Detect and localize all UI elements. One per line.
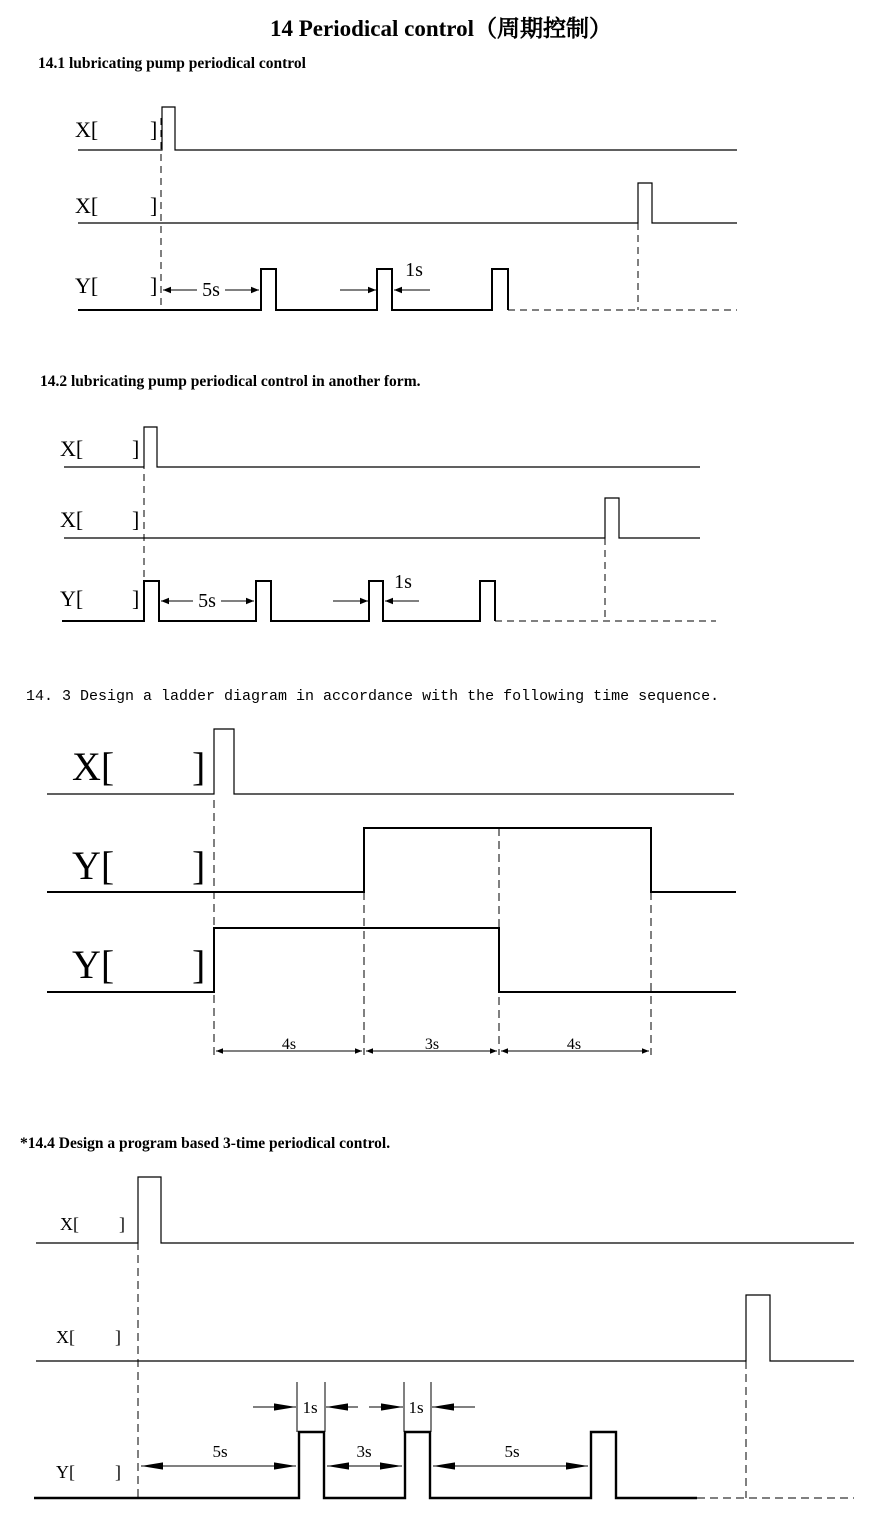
y-label: Y[ (75, 273, 99, 298)
x1-label: X[ (60, 436, 84, 461)
x2-label-close: ] (150, 193, 158, 218)
pulse2-label: 1s (408, 1398, 424, 1417)
x2-signal (36, 1295, 854, 1361)
x2-label: X[ (60, 507, 84, 532)
x-label-close: ] (192, 744, 206, 789)
period1-label: 5s (212, 1442, 228, 1461)
dim-label-2: 3s (424, 1036, 440, 1053)
pulse-label: 1s (405, 259, 423, 281)
x1-label-close: ] (150, 117, 158, 142)
y-label-close: ] (150, 273, 158, 298)
y1-label-close: ] (192, 843, 206, 888)
dim-label-1: 4s (281, 1036, 297, 1053)
page-title: 14 Periodical control（周期控制） (270, 16, 612, 41)
x-label: X[ (72, 744, 115, 789)
dim-label-3: 4s (566, 1036, 582, 1053)
x2-label: X[ (75, 193, 99, 218)
x1-label-close: ] (119, 1214, 125, 1234)
x1-label: X[ (60, 1214, 79, 1234)
period-label: 5s (198, 590, 216, 612)
x2-label-close: ] (132, 507, 140, 532)
x1-label-close: ] (132, 436, 140, 461)
section-14-1-heading: 14.1 lubricating pump periodical control (38, 55, 306, 72)
period-label: 5s (202, 279, 220, 301)
x1-signal (36, 1177, 854, 1243)
pulse-label: 1s (394, 571, 412, 593)
x2-label: X[ (56, 1327, 75, 1347)
y1-label: Y[ (72, 843, 115, 888)
pulse1-label: 1s (302, 1398, 318, 1417)
y-label: Y[ (60, 586, 84, 611)
period2-label: 5s (504, 1442, 520, 1461)
section-14-4-heading: *14.4 Design a program based 3-time periodical control. (20, 1135, 391, 1152)
section-14-3-heading: 14. 3 Design a ladder diagram in accordance with the following time sequence. (26, 688, 720, 705)
section-14-2-heading: 14.2 lubricating pump periodical control in another form. (40, 373, 421, 390)
y-label-close: ] (132, 586, 140, 611)
x1-label: X[ (75, 117, 99, 142)
y-label-close: ] (115, 1462, 121, 1482)
y-label: Y[ (56, 1462, 75, 1482)
y2-label: Y[ (72, 942, 115, 987)
x2-label-close: ] (115, 1327, 121, 1347)
y2-label-close: ] (192, 942, 206, 987)
gap-label: 3s (356, 1442, 372, 1461)
